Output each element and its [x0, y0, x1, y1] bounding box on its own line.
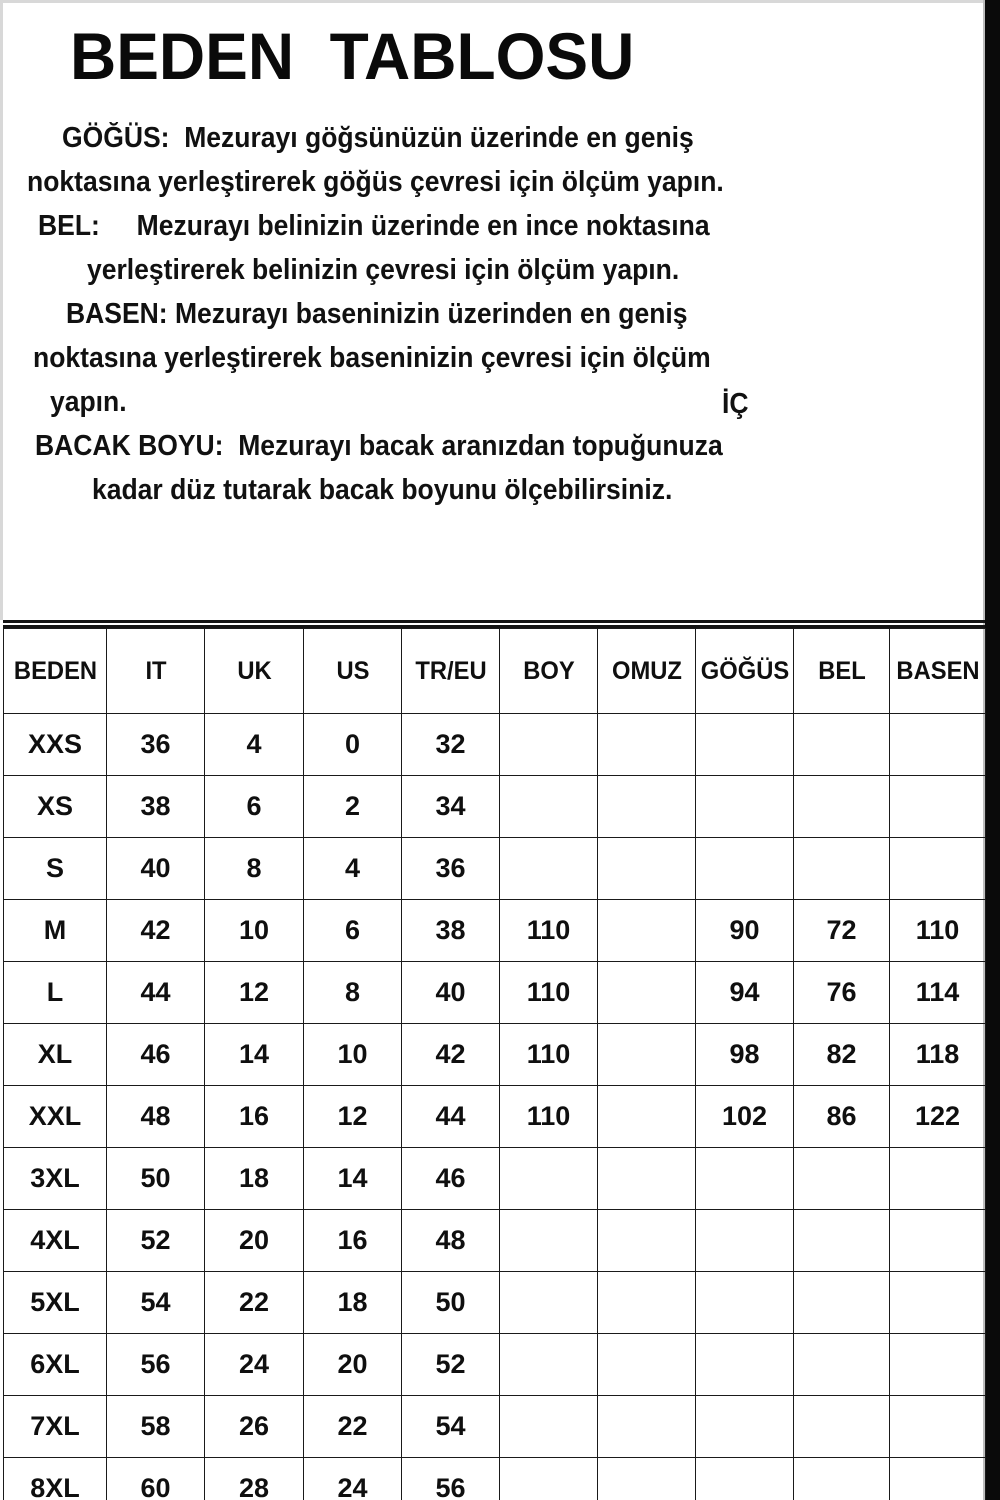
- cell-gogus: [696, 1272, 794, 1334]
- column-header-us: US: [306, 629, 399, 714]
- cell-beden: XL: [4, 1024, 107, 1086]
- column-header-g-s: GÖĞÜS: [698, 629, 791, 714]
- cell-bel: [794, 838, 890, 900]
- cell-beden: XXL: [4, 1086, 107, 1148]
- table-row: [4, 776, 986, 838]
- cell-bel: 82: [794, 1024, 890, 1086]
- cell-beden: XS: [4, 776, 107, 838]
- cell-basen: [890, 714, 986, 776]
- cell-beden: 7XL: [4, 1396, 107, 1458]
- page-title: BEDEN TABLOSU: [70, 19, 635, 93]
- cell-omuz: [598, 900, 696, 962]
- cell-gogus: 102: [696, 1086, 794, 1148]
- column-header-omuz: OMUZ: [600, 629, 693, 714]
- cell-omuz: [598, 1396, 696, 1458]
- cell-basen: [890, 1272, 986, 1334]
- cell-basen: [890, 838, 986, 900]
- cell-it: 36: [107, 714, 205, 776]
- cell-uk: 22: [205, 1272, 304, 1334]
- cell-omuz: [598, 1334, 696, 1396]
- cell-it: 46: [107, 1024, 205, 1086]
- instruction-line-bacak-1: BACAK BOYU: Mezurayı bacak aranızdan topuğunuza: [35, 430, 723, 462]
- table-row: [4, 1210, 986, 1272]
- cell-us: 8: [304, 962, 402, 1024]
- table-row: [4, 962, 986, 1024]
- cell-treu: 42: [402, 1024, 500, 1086]
- cell-boy: 110: [500, 900, 598, 962]
- cell-boy: 110: [500, 962, 598, 1024]
- cell-uk: 4: [205, 714, 304, 776]
- cell-it: 60: [107, 1458, 205, 1500]
- cell-basen: [890, 1458, 986, 1500]
- cell-beden: S: [4, 838, 107, 900]
- cell-us: 14: [304, 1148, 402, 1210]
- cell-basen: 114: [890, 962, 986, 1024]
- cell-beden: 5XL: [4, 1272, 107, 1334]
- table-row: [4, 1396, 986, 1458]
- table-row: [4, 1272, 986, 1334]
- table-top-rule-upper: [3, 620, 985, 623]
- cell-basen: 110: [890, 900, 986, 962]
- size-table: [3, 628, 986, 1500]
- instruction-line-basen-1: BASEN: Mezurayı baseninizin üzerinden en geniş: [66, 298, 688, 330]
- table-row: [4, 1148, 986, 1210]
- cell-it: 40: [107, 838, 205, 900]
- cell-it: 56: [107, 1334, 205, 1396]
- cell-basen: [890, 1210, 986, 1272]
- column-header-tr-eu: TR/EU: [404, 629, 497, 714]
- cell-uk: 24: [205, 1334, 304, 1396]
- table-row: [4, 1086, 986, 1148]
- cell-uk: 14: [205, 1024, 304, 1086]
- cell-treu: 50: [402, 1272, 500, 1334]
- cell-beden: 3XL: [4, 1148, 107, 1210]
- cell-treu: 48: [402, 1210, 500, 1272]
- cell-us: 6: [304, 900, 402, 962]
- table-row: [4, 838, 986, 900]
- cell-it: 44: [107, 962, 205, 1024]
- cell-beden: L: [4, 962, 107, 1024]
- table-header: [4, 629, 986, 714]
- cell-treu: 32: [402, 714, 500, 776]
- cell-gogus: [696, 838, 794, 900]
- cell-gogus: [696, 1148, 794, 1210]
- cell-uk: 26: [205, 1396, 304, 1458]
- cell-bel: 76: [794, 962, 890, 1024]
- table-body: [4, 714, 986, 1500]
- cell-basen: [890, 1148, 986, 1210]
- cell-basen: 122: [890, 1086, 986, 1148]
- cell-beden: XXS: [4, 714, 107, 776]
- cell-beden: 4XL: [4, 1210, 107, 1272]
- cell-basen: [890, 776, 986, 838]
- cell-it: 38: [107, 776, 205, 838]
- cell-it: 48: [107, 1086, 205, 1148]
- cell-uk: 20: [205, 1210, 304, 1272]
- cell-uk: 12: [205, 962, 304, 1024]
- cell-bel: [794, 1272, 890, 1334]
- table-row: [4, 1458, 986, 1500]
- cell-omuz: [598, 1086, 696, 1148]
- column-header-bel: BEL: [796, 629, 887, 714]
- instruction-line-bel-2: yerleştirerek belinizin çevresi için ölçüm yapın.: [87, 254, 680, 286]
- cell-omuz: [598, 838, 696, 900]
- cell-us: 4: [304, 838, 402, 900]
- cell-bel: [794, 714, 890, 776]
- cell-beden: 6XL: [4, 1334, 107, 1396]
- table-row: [4, 1024, 986, 1086]
- cell-bel: 72: [794, 900, 890, 962]
- cell-treu: 46: [402, 1148, 500, 1210]
- instruction-line-bacak-2: kadar düz tutarak bacak boyunu ölçebilirsiniz.: [92, 474, 673, 506]
- column-header-beden: BEDEN: [6, 629, 104, 714]
- cell-us: 20: [304, 1334, 402, 1396]
- cell-omuz: [598, 962, 696, 1024]
- right-edge-black-bar: [985, 0, 1000, 1500]
- ic-label: İÇ: [722, 388, 749, 420]
- cell-us: 12: [304, 1086, 402, 1148]
- cell-beden: M: [4, 900, 107, 962]
- cell-omuz: [598, 714, 696, 776]
- cell-omuz: [598, 1024, 696, 1086]
- cell-gogus: [696, 1210, 794, 1272]
- column-header-it: IT: [109, 629, 202, 714]
- cell-gogus: [696, 1334, 794, 1396]
- cell-basen: [890, 1334, 986, 1396]
- cell-boy: [500, 1396, 598, 1458]
- cell-it: 52: [107, 1210, 205, 1272]
- cell-it: 58: [107, 1396, 205, 1458]
- cell-boy: [500, 1272, 598, 1334]
- cell-us: 24: [304, 1458, 402, 1500]
- cell-treu: 56: [402, 1458, 500, 1500]
- cell-uk: 10: [205, 900, 304, 962]
- cell-bel: 86: [794, 1086, 890, 1148]
- table-header-row: [4, 629, 986, 714]
- instruction-line-basen-2: noktasına yerleştirerek baseninizin çevresi için ölçüm: [33, 342, 711, 374]
- cell-us: 18: [304, 1272, 402, 1334]
- cell-boy: [500, 776, 598, 838]
- cell-bel: [794, 1148, 890, 1210]
- cell-omuz: [598, 1148, 696, 1210]
- column-header-boy: BOY: [502, 629, 595, 714]
- cell-gogus: [696, 1396, 794, 1458]
- cell-uk: 6: [205, 776, 304, 838]
- cell-bel: [794, 1334, 890, 1396]
- instruction-line-basen-3: yapın.: [50, 386, 127, 418]
- cell-us: 16: [304, 1210, 402, 1272]
- cell-basen: 118: [890, 1024, 986, 1086]
- cell-treu: 44: [402, 1086, 500, 1148]
- cell-boy: [500, 1334, 598, 1396]
- cell-treu: 38: [402, 900, 500, 962]
- cell-treu: 52: [402, 1334, 500, 1396]
- cell-gogus: [696, 714, 794, 776]
- instructions-section: [0, 0, 985, 618]
- cell-gogus: 94: [696, 962, 794, 1024]
- cell-omuz: [598, 1272, 696, 1334]
- cell-gogus: [696, 776, 794, 838]
- cell-omuz: [598, 1210, 696, 1272]
- cell-uk: 18: [205, 1148, 304, 1210]
- column-header-basen: BASEN: [892, 629, 983, 714]
- cell-boy: [500, 1210, 598, 1272]
- table-row: [4, 1334, 986, 1396]
- cell-boy: [500, 1148, 598, 1210]
- cell-uk: 28: [205, 1458, 304, 1500]
- cell-it: 42: [107, 900, 205, 962]
- cell-gogus: 90: [696, 900, 794, 962]
- cell-omuz: [598, 776, 696, 838]
- cell-boy: [500, 1458, 598, 1500]
- cell-us: 0: [304, 714, 402, 776]
- table-row: [4, 900, 986, 962]
- cell-omuz: [598, 1458, 696, 1500]
- cell-treu: 36: [402, 838, 500, 900]
- cell-beden: 8XL: [4, 1458, 107, 1500]
- cell-bel: [794, 1396, 890, 1458]
- cell-boy: [500, 714, 598, 776]
- column-header-uk: UK: [207, 629, 301, 714]
- cell-us: 2: [304, 776, 402, 838]
- cell-boy: 110: [500, 1024, 598, 1086]
- table-row: [4, 714, 986, 776]
- instruction-line-bel-1: BEL: Mezurayı belinizin üzerinde en ince noktasına: [38, 210, 710, 242]
- cell-it: 50: [107, 1148, 205, 1210]
- cell-gogus: 98: [696, 1024, 794, 1086]
- cell-bel: [794, 1458, 890, 1500]
- cell-gogus: [696, 1458, 794, 1500]
- cell-basen: [890, 1396, 986, 1458]
- cell-boy: 110: [500, 1086, 598, 1148]
- cell-treu: 54: [402, 1396, 500, 1458]
- cell-us: 22: [304, 1396, 402, 1458]
- cell-bel: [794, 1210, 890, 1272]
- cell-treu: 34: [402, 776, 500, 838]
- cell-uk: 8: [205, 838, 304, 900]
- cell-us: 10: [304, 1024, 402, 1086]
- instruction-line-gogus-2: noktasına yerleştirerek göğüs çevresi için ölçüm yapın.: [27, 166, 724, 198]
- cell-boy: [500, 838, 598, 900]
- cell-bel: [794, 776, 890, 838]
- cell-uk: 16: [205, 1086, 304, 1148]
- cell-treu: 40: [402, 962, 500, 1024]
- cell-it: 54: [107, 1272, 205, 1334]
- instruction-line-gogus-1: GÖĞÜS: Mezurayı göğsünüzün üzerinde en geniş: [62, 122, 694, 154]
